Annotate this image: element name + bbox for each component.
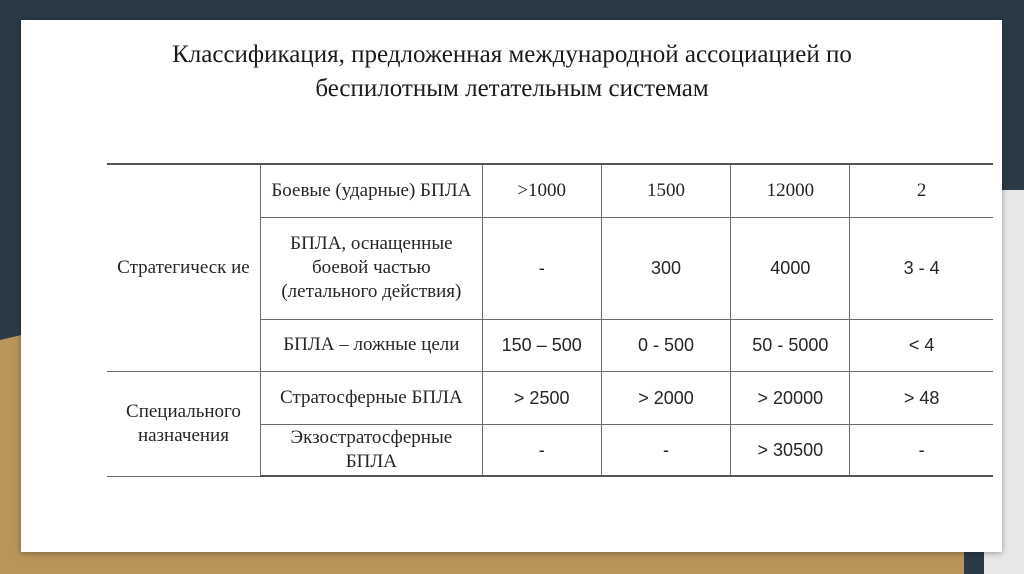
value-cell: >1000 [482, 164, 601, 217]
uav-type-cell: Экзостратосферные БПЛА [260, 424, 482, 476]
table-row [107, 371, 993, 424]
value-cell: 3 - 4 [850, 217, 993, 319]
value-cell: 50 - 5000 [731, 319, 850, 371]
group-label-cell: Стратегическ ие [107, 164, 260, 371]
value-cell: 150 – 500 [482, 319, 601, 371]
value-cell: > 30500 [731, 424, 850, 476]
uav-type-cell: Стратосферные БПЛА [260, 371, 482, 424]
value-cell: > 20000 [731, 371, 850, 424]
value-cell: 1500 [601, 164, 731, 217]
group-label-cell: Специального назначения [107, 371, 260, 476]
value-cell: - [482, 424, 601, 476]
slide-title-line-2: беспилотным летательным системам [315, 75, 709, 102]
value-cell: 2 [850, 164, 993, 217]
value-cell: - [482, 217, 601, 319]
slide-title-line-1: Классификация, предложенная международной ассоциацией по [172, 41, 852, 68]
value-cell: 4000 [731, 217, 850, 319]
value-cell: < 4 [850, 319, 993, 371]
classification-table [107, 163, 993, 477]
table-row [107, 164, 993, 217]
uav-type-cell: Боевые (ударные) БПЛА [260, 164, 482, 217]
uav-type-cell: БПЛА – ложные цели [260, 319, 482, 371]
value-cell: > 2000 [601, 371, 731, 424]
value-cell: > 48 [850, 371, 993, 424]
value-cell: > 2500 [482, 371, 601, 424]
value-cell: 300 [601, 217, 731, 319]
value-cell: - [601, 424, 731, 476]
value-cell: 12000 [731, 164, 850, 217]
value-cell: 0 - 500 [601, 319, 731, 371]
value-cell: - [850, 424, 993, 476]
slide-title [0, 38, 1024, 106]
uav-type-cell: БПЛА, оснащенные боевой частью (летального действия) [260, 217, 482, 319]
